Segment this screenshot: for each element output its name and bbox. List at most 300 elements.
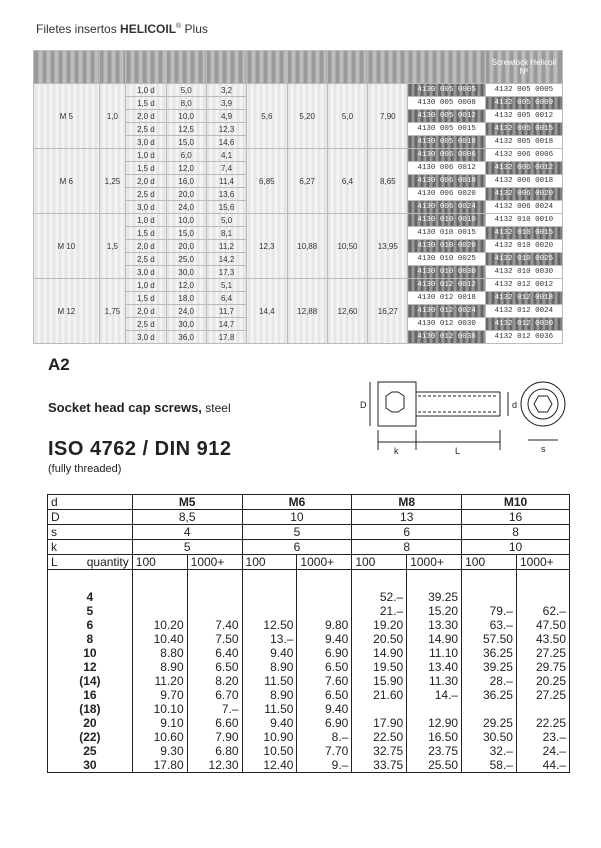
length-mm: 24,0 bbox=[166, 305, 206, 318]
header-reg: ® bbox=[176, 23, 182, 30]
nominal-length: 3,0 d bbox=[126, 201, 166, 214]
cell-D: 10 bbox=[242, 510, 352, 525]
price-cell: 15.20 bbox=[407, 604, 462, 618]
screwlock-part-number: 4132 006 0020 bbox=[485, 188, 562, 201]
nominal-length: 2,0 d bbox=[126, 305, 166, 318]
page-header bbox=[36, 22, 208, 36]
product-title-suffix: steel bbox=[201, 401, 231, 415]
helicoil-part-number: 4130 010 0030 bbox=[408, 266, 485, 279]
price-row bbox=[48, 604, 570, 618]
screwlock-part-number: 4132 012 0024 bbox=[485, 305, 562, 318]
helicoil-part-number: 4130 012 0012 bbox=[408, 279, 485, 292]
length-cell: 10 bbox=[48, 646, 133, 660]
screwlock-part-number: 4132 005 0015 bbox=[485, 123, 562, 136]
screwlock-part-number: 4132 012 0030 bbox=[485, 318, 562, 331]
price-row bbox=[48, 646, 570, 660]
price-row bbox=[48, 674, 570, 688]
price-cell bbox=[352, 702, 407, 716]
qty-header: 1000+ bbox=[407, 555, 462, 570]
screwlock-part-number: 4132 005 0009 bbox=[485, 97, 562, 110]
price-cell bbox=[462, 590, 517, 604]
nominal-length: 1,0 d bbox=[126, 279, 166, 292]
nominal-length: 1,5 d bbox=[126, 292, 166, 305]
price-cell: 8.20 bbox=[187, 674, 242, 688]
screwlock-part-number: 4132 010 0025 bbox=[485, 253, 562, 266]
price-cell: 14.– bbox=[407, 688, 462, 702]
cell-D: 13 bbox=[352, 510, 462, 525]
price-cell: 7.– bbox=[187, 702, 242, 716]
cell-s-label: s bbox=[48, 525, 133, 540]
qty-header: 100 bbox=[242, 555, 297, 570]
price-cell: 12.50 bbox=[242, 618, 297, 632]
length-mm: 18,0 bbox=[166, 292, 206, 305]
cell-D: 16 bbox=[462, 510, 570, 525]
price-cell: 24.– bbox=[516, 744, 569, 758]
price-cell: 13.40 bbox=[407, 660, 462, 674]
price-cell: 8.– bbox=[297, 730, 352, 744]
price-cell: 15.90 bbox=[352, 674, 407, 688]
helicoil-table bbox=[33, 50, 563, 344]
screw-drawing bbox=[348, 370, 568, 460]
price-cell: 10.10 bbox=[132, 702, 187, 716]
length-mm: 15,0 bbox=[166, 227, 206, 240]
helicoil-part-number: 4130 012 0030 bbox=[408, 318, 485, 331]
price-cell: 19.50 bbox=[352, 660, 407, 674]
drill-dia: 12,3 bbox=[247, 214, 287, 279]
row-s bbox=[48, 525, 570, 540]
product-title bbox=[48, 400, 231, 415]
price-row bbox=[48, 744, 570, 758]
price-cell: 11.30 bbox=[407, 674, 462, 688]
length-mm: 15,0 bbox=[166, 136, 206, 149]
price-cell: 6.80 bbox=[187, 744, 242, 758]
helicoil-part-number: 4130 010 0015 bbox=[408, 227, 485, 240]
length-mm: 30,0 bbox=[166, 266, 206, 279]
gauge-dia: 12,60 bbox=[327, 279, 367, 344]
length-cell: (22) bbox=[48, 730, 133, 744]
cell-D-label: D bbox=[48, 510, 133, 525]
outer-dia: 13,95 bbox=[368, 214, 408, 279]
free-length: 11,2 bbox=[206, 240, 246, 253]
price-cell: 6.90 bbox=[297, 716, 352, 730]
price-cell: 10.50 bbox=[242, 744, 297, 758]
nominal-length: 3,0 d bbox=[126, 331, 166, 344]
price-cell: 58.– bbox=[462, 758, 517, 773]
price-cell: 13.30 bbox=[407, 618, 462, 632]
screwlock-part-number: 4132 012 0036 bbox=[485, 331, 562, 344]
price-cell: 33.75 bbox=[352, 758, 407, 773]
nominal-length: 2,0 d bbox=[126, 175, 166, 188]
price-cell: 8.90 bbox=[132, 660, 187, 674]
price-cell: 9.80 bbox=[297, 618, 352, 632]
L-label: L bbox=[51, 555, 58, 569]
length-mm: 5,0 bbox=[166, 84, 206, 97]
cell-k: 8 bbox=[352, 540, 462, 555]
qty-header: 1000+ bbox=[516, 555, 569, 570]
price-row bbox=[48, 688, 570, 702]
helicoil-row bbox=[34, 214, 563, 227]
helicoil-row bbox=[34, 279, 563, 292]
screwlock-part-number: 4132 005 0012 bbox=[485, 110, 562, 123]
nominal-length: 2,0 d bbox=[126, 240, 166, 253]
price-cell: 12.90 bbox=[407, 716, 462, 730]
outer-dia: 8,65 bbox=[368, 149, 408, 214]
thread-pitch: 1,75 bbox=[99, 279, 126, 344]
price-cell: 21.– bbox=[352, 604, 407, 618]
free-length: 3,2 bbox=[206, 84, 246, 97]
helicoil-part-number: 4130 012 0036 bbox=[408, 331, 485, 344]
free-length: 5,1 bbox=[206, 279, 246, 292]
length-cell: 30 bbox=[48, 758, 133, 773]
qty-header: 1000+ bbox=[187, 555, 242, 570]
price-cell bbox=[242, 604, 297, 618]
helicoil-part-number: 4130 006 0020 bbox=[408, 188, 485, 201]
nominal-length: 1,5 d bbox=[126, 227, 166, 240]
outer-dia: 16,27 bbox=[368, 279, 408, 344]
price-cell: 32.75 bbox=[352, 744, 407, 758]
price-cell: 7.70 bbox=[297, 744, 352, 758]
length-cell: 4 bbox=[48, 590, 133, 604]
price-cell bbox=[132, 590, 187, 604]
helicoil-part-number: 4130 005 0012 bbox=[408, 110, 485, 123]
tap-dia: 6,27 bbox=[287, 149, 327, 214]
length-mm: 12,5 bbox=[166, 123, 206, 136]
nominal-length: 3,0 d bbox=[126, 266, 166, 279]
size-m6: M6 bbox=[242, 495, 352, 510]
price-cell bbox=[297, 590, 352, 604]
nominal-length: 2,5 d bbox=[126, 318, 166, 331]
price-cell: 12.30 bbox=[187, 758, 242, 773]
price-cell: 17.90 bbox=[352, 716, 407, 730]
thread-pitch: 1,25 bbox=[99, 149, 126, 214]
screwlock-part-number: 4132 010 0020 bbox=[485, 240, 562, 253]
size-m8: M8 bbox=[352, 495, 462, 510]
price-row bbox=[48, 590, 570, 604]
length-mm: 12,0 bbox=[166, 162, 206, 175]
price-cell: 11.20 bbox=[132, 674, 187, 688]
price-cell: 43.50 bbox=[516, 632, 569, 646]
free-length: 4,9 bbox=[206, 110, 246, 123]
screwlock-part-number: 4132 005 0018 bbox=[485, 136, 562, 149]
nominal-length: 2,5 d bbox=[126, 188, 166, 201]
price-cell bbox=[132, 604, 187, 618]
price-cell: 17.80 bbox=[132, 758, 187, 773]
length-mm: 16,0 bbox=[166, 175, 206, 188]
price-cell: 10.20 bbox=[132, 618, 187, 632]
price-cell bbox=[242, 590, 297, 604]
price-cell: 8.90 bbox=[242, 660, 297, 674]
qty-header: 100 bbox=[462, 555, 517, 570]
screwlock-part-number: 4132 012 0012 bbox=[485, 279, 562, 292]
price-cell: 14.90 bbox=[407, 632, 462, 646]
price-cell bbox=[187, 590, 242, 604]
price-cell: 9.40 bbox=[242, 646, 297, 660]
length-mm: 6,0 bbox=[166, 149, 206, 162]
price-cell: 27.25 bbox=[516, 646, 569, 660]
price-cell: 62.– bbox=[516, 604, 569, 618]
length-mm: 30,0 bbox=[166, 318, 206, 331]
price-cell: 25.50 bbox=[407, 758, 462, 773]
screwlock-part-number: 4132 012 0018 bbox=[485, 292, 562, 305]
row-d bbox=[48, 495, 570, 510]
nominal-length: 1,0 d bbox=[126, 214, 166, 227]
free-length: 3,9 bbox=[206, 97, 246, 110]
price-cell: 27.25 bbox=[516, 688, 569, 702]
cell-k: 6 bbox=[242, 540, 352, 555]
length-mm: 20,0 bbox=[166, 240, 206, 253]
price-cell: 7.50 bbox=[187, 632, 242, 646]
price-cell: 79.– bbox=[462, 604, 517, 618]
length-mm: 8,0 bbox=[166, 97, 206, 110]
cell-s: 8 bbox=[462, 525, 570, 540]
helicoil-part-number: 4130 012 0024 bbox=[408, 305, 485, 318]
qty-header: 100 bbox=[132, 555, 187, 570]
helicoil-part-number: 4130 006 0012 bbox=[408, 162, 485, 175]
price-cell bbox=[187, 604, 242, 618]
screwlock-header: Screwlock Helicoil Nº bbox=[485, 51, 562, 84]
free-length: 17,8 bbox=[206, 331, 246, 344]
quantity-label: quantity bbox=[86, 555, 129, 569]
qty-header: 1000+ bbox=[297, 555, 352, 570]
price-cell: 6.50 bbox=[187, 660, 242, 674]
price-cell: 23.– bbox=[516, 730, 569, 744]
price-cell: 9.30 bbox=[132, 744, 187, 758]
price-cell: 12.40 bbox=[242, 758, 297, 773]
price-cell: 9.40 bbox=[297, 632, 352, 646]
header-suffix: Plus bbox=[181, 22, 208, 36]
nominal-length: 1,5 d bbox=[126, 162, 166, 175]
nominal-length: 2,5 d bbox=[126, 123, 166, 136]
cell-s: 6 bbox=[352, 525, 462, 540]
price-cell bbox=[462, 702, 517, 716]
length-cell: 12 bbox=[48, 660, 133, 674]
length-mm: 12,0 bbox=[166, 279, 206, 292]
price-cell: 11.50 bbox=[242, 702, 297, 716]
screwlock-part-number: 4132 006 0024 bbox=[485, 201, 562, 214]
price-cell: 52.– bbox=[352, 590, 407, 604]
price-row bbox=[48, 632, 570, 646]
free-length: 7,4 bbox=[206, 162, 246, 175]
price-cell: 39.25 bbox=[462, 660, 517, 674]
price-cell: 6.50 bbox=[297, 660, 352, 674]
cell-k: 10 bbox=[462, 540, 570, 555]
helicoil-part-number: 4130 005 0018 bbox=[408, 136, 485, 149]
price-cell: 6.50 bbox=[297, 688, 352, 702]
thread-pitch: 1,0 bbox=[99, 84, 126, 149]
free-length: 12,3 bbox=[206, 123, 246, 136]
screwlock-part-number: 4132 010 0015 bbox=[485, 227, 562, 240]
free-length: 11,4 bbox=[206, 175, 246, 188]
length-mm: 24,0 bbox=[166, 201, 206, 214]
threaded-note: (fully threaded) bbox=[48, 463, 122, 475]
price-cell: 29.75 bbox=[516, 660, 569, 674]
helicoil-part-number: 4130 006 0006 bbox=[408, 149, 485, 162]
header-brand: HELICOIL bbox=[120, 22, 177, 36]
nominal-length: 2,0 d bbox=[126, 110, 166, 123]
price-row bbox=[48, 660, 570, 674]
cell-D: 8,5 bbox=[132, 510, 242, 525]
price-cell: 20.25 bbox=[516, 674, 569, 688]
price-cell: 57.50 bbox=[462, 632, 517, 646]
thread-size: M 10 bbox=[34, 214, 100, 279]
nominal-length: 3,0 d bbox=[126, 136, 166, 149]
tap-dia: 5,20 bbox=[287, 84, 327, 149]
row-k bbox=[48, 540, 570, 555]
label-s: s bbox=[541, 444, 546, 454]
price-cell: 7.90 bbox=[187, 730, 242, 744]
free-length: 8,1 bbox=[206, 227, 246, 240]
price-cell: 63.– bbox=[462, 618, 517, 632]
price-cell: 23.75 bbox=[407, 744, 462, 758]
price-row bbox=[48, 702, 570, 716]
price-cell: 14.90 bbox=[352, 646, 407, 660]
price-cell: 30.50 bbox=[462, 730, 517, 744]
price-cell: 22.50 bbox=[352, 730, 407, 744]
cell-s: 5 bbox=[242, 525, 352, 540]
price-row bbox=[48, 758, 570, 773]
size-m10: M10 bbox=[462, 495, 570, 510]
qty-header: 100 bbox=[352, 555, 407, 570]
helicoil-part-number: 4130 006 0018 bbox=[408, 175, 485, 188]
price-cell: 28.– bbox=[462, 674, 517, 688]
length-cell: 6 bbox=[48, 618, 133, 632]
price-cell bbox=[297, 604, 352, 618]
cell-L-label bbox=[48, 555, 133, 570]
thread-size: M 6 bbox=[34, 149, 100, 214]
price-cell: 10.90 bbox=[242, 730, 297, 744]
price-cell: 36.25 bbox=[462, 688, 517, 702]
price-cell: 11.10 bbox=[407, 646, 462, 660]
price-cell: 8.80 bbox=[132, 646, 187, 660]
label-k: k bbox=[394, 446, 399, 456]
price-cell: 21.60 bbox=[352, 688, 407, 702]
length-mm: 10,0 bbox=[166, 214, 206, 227]
row-L-quantity bbox=[48, 555, 570, 570]
cell-k-label: k bbox=[48, 540, 133, 555]
thread-pitch: 1,5 bbox=[99, 214, 126, 279]
price-row bbox=[48, 618, 570, 632]
screwlock-part-number: 4132 005 0005 bbox=[485, 84, 562, 97]
price-cell: 36.25 bbox=[462, 646, 517, 660]
nominal-length: 2,5 d bbox=[126, 253, 166, 266]
free-length: 15,6 bbox=[206, 201, 246, 214]
price-row bbox=[48, 716, 570, 730]
length-cell: 16 bbox=[48, 688, 133, 702]
helicoil-row bbox=[34, 149, 563, 162]
price-cell: 9.– bbox=[297, 758, 352, 773]
helicoil-part-number: 4130 006 0024 bbox=[408, 201, 485, 214]
free-length: 5,0 bbox=[206, 214, 246, 227]
price-cell bbox=[516, 702, 569, 716]
spacer-row bbox=[48, 570, 570, 591]
price-cell: 9.10 bbox=[132, 716, 187, 730]
length-mm: 36,0 bbox=[166, 331, 206, 344]
helicoil-header-row bbox=[34, 51, 563, 84]
screwlock-part-number: 4132 010 0030 bbox=[485, 266, 562, 279]
thread-size: M 5 bbox=[34, 84, 100, 149]
price-cell: 39.25 bbox=[407, 590, 462, 604]
free-length: 17,3 bbox=[206, 266, 246, 279]
price-cell: 19.20 bbox=[352, 618, 407, 632]
nominal-length: 1,5 d bbox=[126, 97, 166, 110]
helicoil-part-number: 4130 010 0020 bbox=[408, 240, 485, 253]
free-length: 14,6 bbox=[206, 136, 246, 149]
screwlock-part-number: 4132 006 0006 bbox=[485, 149, 562, 162]
size-m5: M5 bbox=[132, 495, 242, 510]
price-cell: 20.50 bbox=[352, 632, 407, 646]
price-table bbox=[47, 494, 570, 773]
price-cell: 6.60 bbox=[187, 716, 242, 730]
free-length: 4,1 bbox=[206, 149, 246, 162]
standard-title: ISO 4762 / DIN 912 bbox=[48, 438, 232, 460]
price-cell: 9.40 bbox=[242, 716, 297, 730]
length-mm: 25,0 bbox=[166, 253, 206, 266]
row-D bbox=[48, 510, 570, 525]
price-cell: 47.50 bbox=[516, 618, 569, 632]
price-cell: 22.25 bbox=[516, 716, 569, 730]
helicoil-part-number: 4130 012 0018 bbox=[408, 292, 485, 305]
helicoil-part-number: 4130 005 0015 bbox=[408, 123, 485, 136]
helicoil-part-number: 4130 010 0010 bbox=[408, 214, 485, 227]
drill-dia: 5,6 bbox=[247, 84, 287, 149]
length-mm: 10,0 bbox=[166, 110, 206, 123]
tap-dia: 10,88 bbox=[287, 214, 327, 279]
price-cell: 9.40 bbox=[297, 702, 352, 716]
length-cell: 20 bbox=[48, 716, 133, 730]
price-cell: 10.40 bbox=[132, 632, 187, 646]
helicoil-row bbox=[34, 84, 563, 97]
price-cell: 10.60 bbox=[132, 730, 187, 744]
price-cell: 6.40 bbox=[187, 646, 242, 660]
material-label: A2 bbox=[48, 355, 70, 374]
cell-d-label: d bbox=[48, 495, 133, 510]
length-cell: 25 bbox=[48, 744, 133, 758]
header-prefix: Filetes insertos bbox=[36, 22, 121, 36]
free-length: 14,7 bbox=[206, 318, 246, 331]
length-cell: (18) bbox=[48, 702, 133, 716]
cell-k: 5 bbox=[132, 540, 242, 555]
price-cell: 8.90 bbox=[242, 688, 297, 702]
length-cell: 8 bbox=[48, 632, 133, 646]
price-cell: 7.40 bbox=[187, 618, 242, 632]
thread-size: M 12 bbox=[34, 279, 100, 344]
gauge-dia: 10,50 bbox=[327, 214, 367, 279]
price-cell: 13.– bbox=[242, 632, 297, 646]
price-cell bbox=[407, 702, 462, 716]
screwlock-part-number: 4132 010 0010 bbox=[485, 214, 562, 227]
gauge-dia: 5,0 bbox=[327, 84, 367, 149]
tap-dia: 12,88 bbox=[287, 279, 327, 344]
helicoil-part-number: 4130 010 0025 bbox=[408, 253, 485, 266]
price-cell: 44.– bbox=[516, 758, 569, 773]
screwlock-part-number: 4132 006 0012 bbox=[485, 162, 562, 175]
label-D: D bbox=[360, 400, 367, 410]
free-length: 6,4 bbox=[206, 292, 246, 305]
price-cell: 7.60 bbox=[297, 674, 352, 688]
price-cell: 16.50 bbox=[407, 730, 462, 744]
price-cell: 9.70 bbox=[132, 688, 187, 702]
gauge-dia: 6,4 bbox=[327, 149, 367, 214]
length-cell: 5 bbox=[48, 604, 133, 618]
price-cell: 6.90 bbox=[297, 646, 352, 660]
helicoil-part-number: 4130 005 0008 bbox=[408, 97, 485, 110]
free-length: 13,6 bbox=[206, 188, 246, 201]
screwlock-part-number: 4132 006 0018 bbox=[485, 175, 562, 188]
price-row bbox=[48, 730, 570, 744]
price-cell: 6.70 bbox=[187, 688, 242, 702]
free-length: 14,2 bbox=[206, 253, 246, 266]
helicoil-part-number: 4130 005 0005 bbox=[408, 84, 485, 97]
